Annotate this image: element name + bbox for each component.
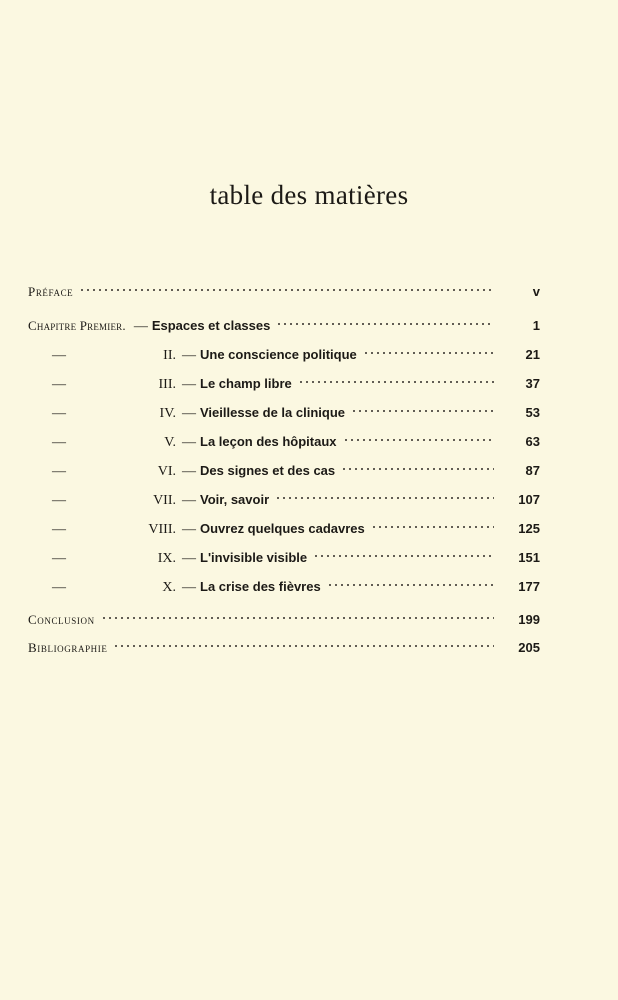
chapter-number: VIII.: [148, 522, 176, 537]
page-number: 177: [518, 579, 540, 594]
entry-label: Préface: [28, 284, 74, 299]
chapter-title: Vieillesse de la clinique: [200, 405, 345, 420]
entry-separator: —: [182, 551, 196, 566]
toc-entry-bibliographie: [28, 640, 540, 662]
ditto-dash: —: [52, 580, 66, 595]
chapter-number: VI.: [157, 464, 176, 479]
chapter-title: Le champ libre: [200, 376, 292, 391]
leader-dots: [79, 287, 494, 293]
page-number: 53: [525, 405, 540, 420]
leader-dots: [351, 408, 494, 414]
toc-entry-chapter-3: [28, 376, 540, 398]
chapter-title: Des signes et des cas: [200, 463, 336, 478]
chapter-number: II.: [163, 348, 176, 363]
chapter-number: IX.: [157, 551, 176, 566]
toc-entry-preface: [28, 284, 540, 306]
page-number: 63: [525, 434, 540, 449]
entry-separator: —: [182, 464, 196, 479]
chapter-title: Espaces et classes: [151, 318, 271, 333]
chapter-title: Voir, savoir: [200, 492, 270, 507]
page-number: 21: [525, 347, 540, 362]
page-number: 1: [532, 318, 540, 333]
entry-separator: —: [182, 348, 196, 363]
page-number: 125: [518, 521, 540, 536]
ditto-dash: —: [52, 348, 66, 363]
ditto-dash: —: [52, 464, 66, 479]
toc-entry-conclusion: [28, 612, 540, 634]
ditto-dash: —: [52, 435, 66, 450]
leader-dots: [343, 437, 494, 443]
entry-separator: —: [182, 580, 196, 595]
entry-separator: —: [182, 406, 196, 421]
toc-entry-chapter-4: [28, 405, 540, 427]
page-number: 199: [518, 612, 540, 627]
page-number: 151: [518, 550, 540, 565]
page-number: 87: [525, 463, 540, 478]
chapter-number: V.: [164, 435, 176, 450]
entry-separator: —: [133, 319, 148, 334]
entry-separator: —: [182, 522, 196, 537]
leader-dots: [276, 321, 494, 327]
toc-entry-chapter-5: [28, 434, 540, 456]
chapter-number: X.: [162, 580, 176, 595]
page-title: table des matières: [209, 180, 409, 210]
chapter-title: La leçon des hôpitaux: [200, 434, 337, 449]
leader-dots: [313, 553, 494, 559]
entry-separator: —: [182, 493, 196, 508]
page-number: v: [532, 284, 540, 299]
toc-entry-chapter-1: [28, 318, 540, 340]
chapter-title: Une conscience politique: [200, 347, 357, 362]
leader-dots: [363, 350, 494, 356]
chapter-number: III.: [158, 377, 176, 392]
entry-separator: —: [182, 435, 196, 450]
toc-entry-chapter-8: [28, 521, 540, 543]
chapter-title: L'invisible visible: [200, 550, 308, 565]
leader-dots: [101, 615, 494, 621]
leader-dots: [341, 466, 494, 472]
toc-entry-chapter-10: [28, 579, 540, 601]
page-number: 107: [518, 492, 540, 507]
toc-entry-chapter-9: [28, 550, 540, 572]
leader-dots: [327, 582, 494, 588]
page-number: 37: [525, 376, 540, 391]
chapter-number: VII.: [153, 493, 176, 508]
ditto-dash: —: [52, 406, 66, 421]
toc-entry-chapter-2: [28, 347, 540, 369]
leader-dots: [275, 495, 494, 501]
ditto-dash: —: [52, 522, 66, 537]
toc-entry-chapter-7: [28, 492, 540, 514]
ditto-dash: —: [52, 493, 66, 508]
chapter-title: La crise des fièvres: [200, 579, 321, 594]
ditto-dash: —: [52, 377, 66, 392]
chapter-number: IV.: [159, 406, 176, 421]
ditto-dash: —: [52, 551, 66, 566]
leader-dots: [113, 643, 494, 649]
chapter-title: Ouvrez quelques cadavres: [200, 521, 365, 536]
entry-label: Chapitre Premier.: [28, 318, 126, 333]
entry-separator: —: [182, 377, 196, 392]
entry-label: Bibliographie: [28, 640, 108, 655]
toc-entry-chapter-6: [28, 463, 540, 485]
leader-dots: [298, 379, 494, 385]
page-number: 205: [518, 640, 540, 655]
entry-label: Conclusion: [28, 612, 95, 627]
leader-dots: [371, 524, 494, 530]
